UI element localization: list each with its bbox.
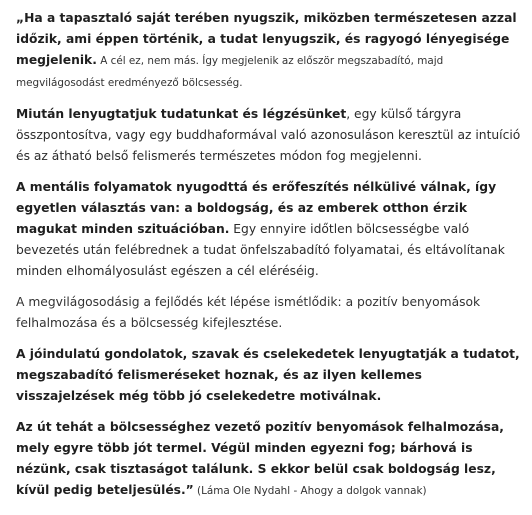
paragraph-5 — [16, 344, 522, 407]
paragraph-4-text: A megvilágosodásig a fejlődés két lépése ismétlődik: a pozitív benyomások felhalmozása és a bölcsesség kifejlesztése. — [16, 295, 481, 330]
paragraph-6-bold: Az út tehát a bölcsességhez vezető pozitív benyomások felhalmozása, mely egyre több jót termel. Végül minden egyezni fog; bárhová is nézünk, csak tisztaságot találunk. S ekkor belül csak boldogság lesz, kívül pedig beteljesülés.” — [16, 420, 504, 497]
paragraph-2-text: , egy külső tárgyra összpontosítva, vagy egy buddhaformával való azonosuláson keresztül az intuíció és az átható belső felismerés természetes módon fog megjelenni. — [16, 107, 521, 163]
paragraph-6 — [16, 417, 522, 502]
paragraph-1-bold: „Ha a tapasztaló saját terében nyugszik, miközben természetesen azzal időzik, ami éppen történik, a tudat lenyugszik, és ragyogó lényegisége megjelenik. — [16, 11, 517, 67]
paragraph-3-text: Egy ennyire időtlen bölcsességbe való bevezetés után felébrednek a tudat önfelszabadító folyamatai, és eltávolítanak minden elhomályosulást egészen a cél eléréséig. — [16, 222, 505, 278]
paragraph-2 — [16, 104, 522, 167]
quote-source: (Láma Ole Nydahl - Ahogy a dolgok vannak) — [193, 485, 427, 497]
paragraph-3-bold: A mentális folyamatok nyugodttá és erőfeszítés nélkülivé válnak, így egyetlen választás van: a boldogság, és az emberek otthon érzik magukat minden szituációban. — [16, 180, 497, 236]
paragraph-2-bold: Miután lenyugtatjuk tudatunkat és légzésünket — [16, 107, 347, 121]
paragraph-1 — [16, 8, 522, 94]
paragraph-4 — [16, 292, 522, 334]
paragraph-3 — [16, 177, 522, 282]
paragraph-1-small: A cél ez, nem más. Így megjelenik az először megszabadító, majd megvilágosodást eredményező bölcsesség. — [16, 55, 444, 89]
paragraph-5-bold: A jóindulatú gondolatok, szavak és cselekedetek lenyugtatják a tudatot, megszabadító felismeréseket hoznak, és az ilyen kellemes visszajelzések még több jó cselekedetre motiválnak. — [16, 347, 520, 403]
